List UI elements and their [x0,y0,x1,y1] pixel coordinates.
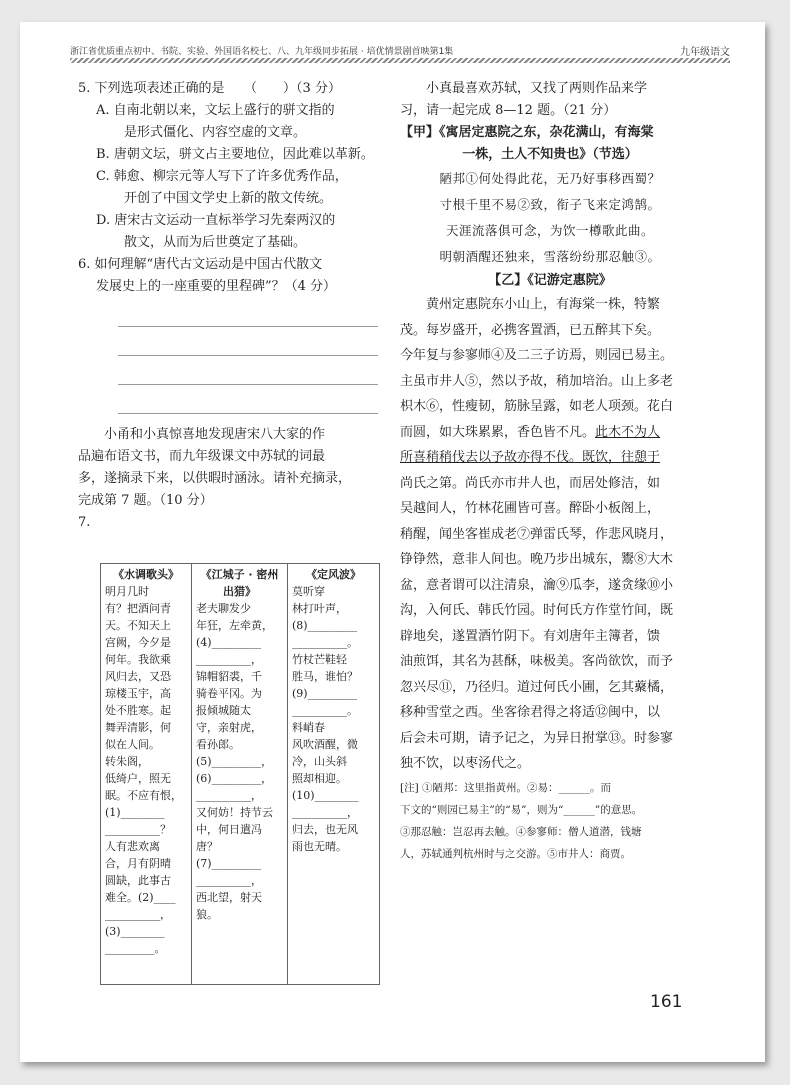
poem-line: __________， [196,789,262,802]
prose-line: 后会未可期，请予记之，为异日拊掌⑬。时参寥 [400,730,674,746]
poem-line: 转朱阁， [105,755,149,768]
answer-line[interactable] [118,385,378,414]
prose-line: 尚氏之第。尚氏亦市井人也，而居处修洁，如 [400,475,661,491]
table-col-jiangchengzi [191,564,287,984]
poem-line: 低绮户，照无 [105,772,171,785]
prose-line: 枳木⑥，性瘦韧，筋脉呈露，如老人项颈。花白 [400,399,674,414]
poem-line: (1)________ [105,806,165,819]
q5-c-line1: C. 韩愈、柳宗元等人写下了许多优秀作品， [96,169,348,184]
poem-line: 似在人间。 [105,738,160,751]
note-line: 人，苏轼通判杭州时与之交游。⑤市井人：商贾。 [400,847,631,860]
q5-c-line2: 开创了中国文学史上新的散文传统。 [124,191,333,206]
q5-d-line2: 散文，从而为后世奠定了基础。 [124,235,307,250]
prose-line: 辟地矣，遂置酒竹阴下。有刘唐年主簿者，馈 [400,628,661,644]
poem-line: 年狂，左牵黄， [196,619,273,632]
prose-line: 主虽市井人⑤，然以予故，稍加培治。山上多老 [400,373,674,389]
poem-line: 眠。不应有恨， [105,789,182,802]
answer-line[interactable] [118,327,378,356]
poem-line: __________， [196,653,262,666]
poem-line: (9)_________ [292,687,358,700]
poem-line: 照却相迎。 [292,772,347,785]
poem-line: 莫听穿 [292,585,325,598]
prose-line: 而圆，如大珠累累，香色皆不凡。此木不为人 [400,424,661,440]
note-line: 下文的“则园已易主”的“易”，则为“______”的意思。 [400,803,643,816]
col-title: 《江城子 · 密州出猎》 [200,568,279,598]
poem-line: __________， [292,806,358,819]
poem-line: 西北望，射天狼。 [196,891,262,921]
poem-line: 报倾城随太 [196,704,251,717]
poem-line: (10)________ [292,789,359,802]
prose-line: 独不饮，以枣汤代之。 [400,756,531,771]
right-column [400,78,700,865]
table-col-dingfengbo [287,564,379,984]
underlined-sentence: 此木不为人 [595,424,661,440]
poem-line: 林打叶声， [292,602,347,615]
poem-line: 胜马，谁怕？ [292,670,358,683]
prose-line: 茂。每岁盛开，必携客置酒，已五醉其下矣。 [400,322,661,338]
poem-table [100,563,380,985]
intro-line2: 品遍布语文书，而九年级课文中苏轼的词最 [78,449,326,464]
poem-line: 陋邦①何处得此花，无乃好事移西蜀？ [439,171,661,186]
right-intro-line1: 小真最喜欢苏轼，又找了两则作品来学 [426,81,648,96]
poem-line: 骑卷平冈。为 [196,687,262,700]
poem-line: 难全。(2)____ [105,891,176,904]
poem-line: 天。不知天上 [105,619,171,632]
table-col-shuidiao [101,564,191,984]
answer-line[interactable] [118,356,378,385]
header-right: 九年级语文 [680,47,730,58]
note-line: ③那忍触：岂忍再去触。④参寥师：僧人道潜，钱塘 [400,825,642,838]
poem-line: 风吹酒醒，微 [292,738,358,751]
q5-d-line1: D. 唐宋古文运动一直标举学习先秦两汉的 [96,213,336,228]
poem-line: 风归去，又恐 [105,670,171,683]
intro-line1: 小甬和小真惊喜地发现唐宋八大家的作 [104,427,326,442]
poem-line: __________， [196,874,262,887]
note-line: [注] ①陋邦：这里指黄州。②易：______。而 [400,781,612,794]
prose-line: 所喜稍稍伐去以予故亦得不伐。既饮，往憩于 [400,450,661,465]
poem-line: 圆缺，此事古 [105,874,171,887]
intro-line3: 多，遂摘录下来，以供暇时涵泳。请补充摘录， [78,471,352,486]
poem-line: 守，亲射虎， [196,721,262,734]
poem-line: (4)_________ [196,636,262,649]
poem-line: (8)_________ [292,619,358,632]
poem-line: 看孙郎。 [196,738,240,751]
q7-number: 7. [78,515,91,530]
poem-line: 竹杖芒鞋轻 [292,653,347,666]
intro-line4: 完成第 7 题。（10 分） [78,493,213,508]
answer-line[interactable] [118,298,378,327]
poem-line: _________。 [105,942,166,955]
poem-line: 有？把酒问青 [105,602,171,615]
q6-line1: 6. 如何理解“唐代古文运动是中国古代散文 [78,257,323,272]
prose-line: 忽兴尽⑪，乃径归。道过何氏小圃，乞其藂橘， [400,679,674,695]
prose-rest: 。既饮，往憩于 [569,450,661,465]
poem-line: 舞弄清影，何 [105,721,171,734]
prose-line: 盆，意者谓可以注清泉，瀹⑨瓜李，遂贪缘⑩小 [400,577,674,593]
poem-line: (7)_________ [196,857,262,870]
poem-line: 天涯流落俱可念，为饮一樽歌此曲。 [445,223,654,238]
q5-a-line2: 是形式僵化、内容空虚的文章。 [124,125,307,140]
poem-line: 宫阙，今夕是 [105,636,171,649]
poem-line: 锦帽貂裘，千 [196,670,262,683]
prose-line: 黄州定惠院东小山上，有海棠一株，特繁 [426,297,661,312]
poem-line: __________。 [292,704,358,717]
col-title: 《水调歌头》 [113,568,179,581]
right-intro-line2: 习，请一起完成 8—12 题。（21 分） [400,103,617,118]
prose-line: 稍醒，闻坐客崔成老⑦弹雷氏琴，作悲风晓月， [400,526,674,542]
prose-line: 今年复与参寥师④及二三子访焉，则园已易主。 [400,348,674,363]
poem-line: 处不胜寒。起 [105,704,171,717]
poem-line: (6)_________， [196,772,273,785]
poem-line: 料峭春 [292,721,325,734]
header-left: 浙江省优质重点初中、书院、实验、外国语名校七、八、九年级同步拓展 · 培优情景剧首映第1集 [70,47,454,57]
q5-stem: 5. 下列选项表述正确的是 （ ）（3 分） [78,81,341,96]
poem-line: 合，月有阴晴 [105,857,171,870]
prose-line: 油煎饵，其名为甚酥，味极美。客尚欲饮，而予 [400,654,674,669]
jia-title-line2: 一株，土人不知贵也》（节选） [462,147,638,162]
poem-line: 人有悲欢离 [105,840,160,853]
page-header [70,40,730,58]
poem-line: (3)________ [105,925,165,938]
prose-line: 铮铮然，意非人间也。晚乃步出城东，鬻⑧大木 [400,552,674,567]
poem-line: 老夫聊发少 [196,602,251,615]
prose-line: 吴越间人，竹林花圃皆可喜。醉卧小板阁上， [400,501,661,516]
poem-line: 何年。我欲乘 [105,653,171,666]
poem-line: 琼楼玉宇，高 [105,687,171,700]
q5-a-line1: A. 自南北朝以来，文坛上盛行的骈文指的 [96,103,335,118]
poem-line: (5)_________， [196,755,273,768]
poem-line: 明朝酒醒还独来，雪落纷纷那忍触③。 [439,249,661,264]
jia-title-line1: 【甲】《寓居定惠院之东，杂花满山，有海棠 [400,125,654,140]
poem-line: 雨也无晴。 [292,840,347,853]
poem-line: __________， [105,908,171,921]
page-number: 161 [650,992,683,1012]
left-column [78,78,378,534]
q6-line2: 发展史上的一座重要的里程碑”？（4 分） [96,279,337,294]
prose-line: 移种雪堂之西。坐客徐君得之将适⑫闽中，以 [400,705,661,720]
col-title: 《定风波》 [306,568,361,581]
prose-line: 沟，入何氏、韩氏竹园。时何氏方作堂竹间，既 [400,603,674,618]
q5-b: B. 唐朝文坛，骈文占主要地位，因此难以革新。 [96,147,374,162]
poem-line: 寸根千里不易②致，衔子飞来定鸿鹄。 [439,197,661,212]
poem-line: 冷，山头斜 [292,755,347,768]
poem-line: __________。 [292,636,358,649]
poem-line: 明月几时 [105,585,149,598]
yi-title: 【乙】《记游定惠院》 [488,273,612,288]
poem-line: 又何妨！持节云 [196,806,273,819]
poem-line: __________？ [105,823,171,836]
poem-line: 中，何日遣冯唐？ [196,823,262,853]
poem-line: 归去，也无风 [292,823,358,836]
header-rule [70,58,730,63]
